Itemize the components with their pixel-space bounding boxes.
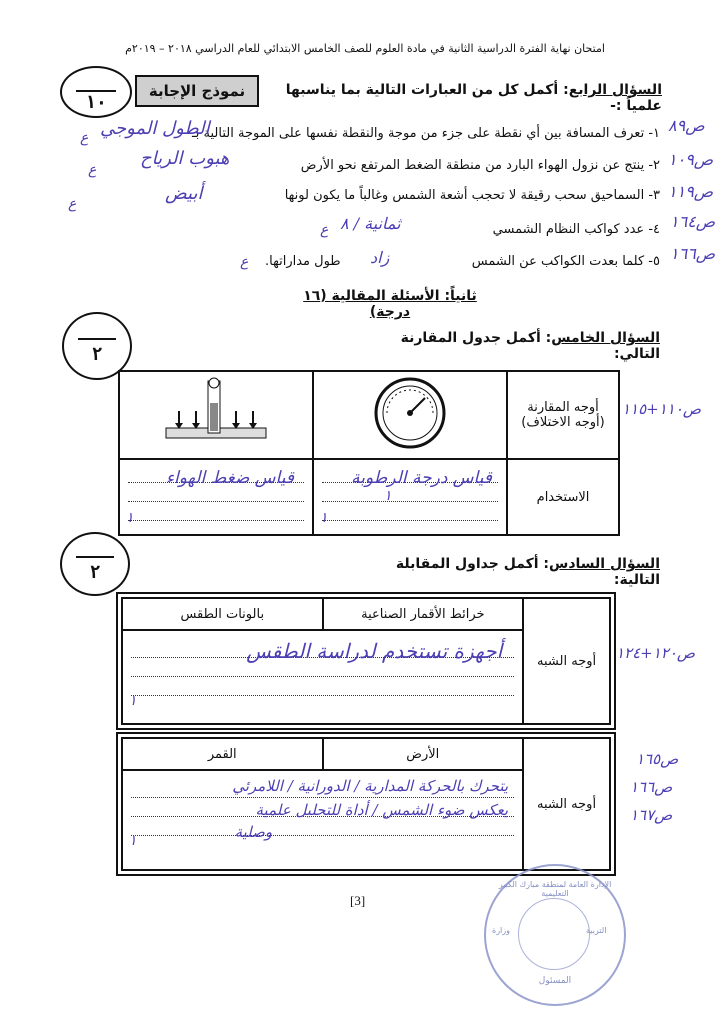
q6-t2-answer-3: وصلية	[234, 823, 273, 841]
hygrometer-usage-answer: قياس درجة الرطوبة	[351, 468, 492, 488]
q6-title-rest: : أكمل جداول المقابلة التالية:	[395, 556, 660, 588]
q4-item-2	[260, 158, 660, 173]
q4-answer-5: زاد	[370, 248, 390, 267]
q4-answer-4: ثمانية / ٨	[340, 214, 401, 233]
hygrometer-icon	[315, 373, 505, 453]
q6-title	[380, 556, 660, 588]
q5-comparison-table	[118, 370, 620, 536]
q4-answer-1: الطول الموجي	[100, 118, 210, 139]
barometer-cell	[119, 371, 313, 459]
hygrometer-usage-cell	[313, 459, 507, 535]
q4-item-4-text: ٤- عدد كواكب النظام الشمسي	[492, 222, 660, 237]
model-answer-label: نموذج الإجابة	[135, 75, 259, 107]
stamp-top-text: الإدارة العامة لمنطقة مبارك الكبير التعليمية	[498, 880, 612, 898]
score-circle-q4	[60, 66, 132, 118]
exam-header: امتحان نهاية الفترة الدراسية الثانية في مادة العلوم للصف الخامس الابتدائي للعام الدراسي ٢٠١٨ – ٢٠١٩م	[125, 42, 605, 55]
q4-item-2-text: ٢- ينتج عن نزول الهواء البارد من منطقة الضغط المرتفع نحو الأرض	[300, 158, 660, 173]
q4-item-5-after: طول مداراتها.	[265, 254, 341, 269]
q6-t2-col-moon: القمر	[122, 738, 323, 770]
q4-item-3-text: ٣- السماحيق سحب رقيقة لا تحجب أشعة الشمس وغالباً ما يكون لونها	[284, 188, 660, 203]
barometer-usage-mark: ١	[126, 510, 134, 526]
q6-t2-mark: ١	[129, 833, 137, 849]
q4-ref-3: ص١١٩	[668, 182, 714, 201]
q4-mark-4: ع	[320, 222, 329, 238]
q5-ref: ص١١٠+١١٥	[622, 400, 702, 418]
q4-item-4	[420, 222, 660, 237]
q5-title-rest: : أكمل جدول المقارنة التالي:	[400, 330, 660, 362]
q6-t2-similarity-label: أوجه الشبه	[523, 738, 610, 870]
q6-t1-ref: ص١٢٠+١٢٤	[616, 644, 696, 662]
q6-table-1-frame	[116, 592, 616, 730]
q6-table-2-frame	[116, 732, 616, 876]
usage-label: الاستخدام	[507, 459, 619, 535]
q4-title-prefix: السؤال الرابع	[568, 82, 662, 98]
q4-item-1	[190, 126, 660, 141]
q6-t2-answer-2: يعكس ضوء الشمس / أداة للتحليل علمية	[255, 801, 509, 819]
official-stamp	[484, 864, 626, 1006]
q6-t2-answer-cell	[122, 770, 523, 870]
score-q5: ٢	[91, 344, 103, 365]
q6-t2-ref-1: ص١٦٥	[636, 750, 679, 768]
barometer-icon	[121, 373, 311, 453]
score-q4: ١٠	[85, 92, 107, 113]
barometer-usage-answer: قياس ضغط الهواء	[165, 468, 294, 488]
score-q6: ٢	[89, 562, 101, 583]
comparison-aspect-sub: (أوجه الاختلاف)	[521, 415, 605, 430]
q4-item-5	[440, 254, 660, 269]
stamp-inner-ring	[518, 898, 590, 970]
q4-title-rest: : أكمل كل من العبارات التالية بما يناسبها علمياً :-	[285, 82, 662, 114]
q4-mark-1: ع	[80, 130, 89, 146]
q6-t2-ref-3: ص١٦٧	[630, 806, 673, 824]
q4-item-3	[265, 188, 660, 203]
score-circle-q6	[60, 532, 130, 596]
q6-t2-ref-2: ص١٦٦	[630, 778, 673, 796]
page-number: [3]	[350, 893, 366, 908]
q4-mark-2: ع	[88, 162, 97, 178]
q4-ref-4: ص١٦٤	[670, 212, 716, 231]
q5-title-prefix: السؤال الخامس	[551, 330, 660, 346]
q4-item-1-text: ١- تعرف المسافة بين أي نقطة على جزء من موجة والنقطة نفسها على الموجة التالية بـ	[191, 126, 660, 141]
comparison-aspect-header	[507, 371, 619, 459]
q5-title	[360, 330, 660, 362]
section-essay-title: ثانياً: الأسئلة المقالية (١٦ درجة)	[303, 288, 477, 320]
q6-t2-col-earth: الأرض	[323, 738, 524, 770]
q4-item-5-text: ٥- كلما بعدت الكواكب عن الشمس	[471, 254, 660, 269]
q4-title	[262, 82, 662, 114]
q6-t1-mark: ١	[129, 693, 137, 709]
q6-t1-col-satellite: خرائط الأقمار الصناعية	[323, 598, 524, 630]
q6-t2-answer-1: يتحرك بالحركة المدارية / الدورانية / اللامرئي	[232, 777, 509, 795]
q6-t1-answer: أجهزة تستخدم لدراسة الطقس	[246, 639, 503, 663]
hygrometer-cell	[313, 371, 507, 459]
q4-ref-1: ص٨٩	[668, 116, 705, 135]
barometer-usage-cell	[119, 459, 313, 535]
comparison-aspect-label: أوجه المقارنة	[527, 400, 599, 415]
q4-answer-3: أبيض	[165, 183, 203, 204]
q4-answer-2: هبوب الرياح	[140, 148, 230, 169]
q6-table-2	[121, 737, 611, 871]
q4-ref-2: ص١٠٩	[668, 150, 714, 169]
stamp-bottom-text: المسئول	[538, 976, 572, 986]
q6-t1-col-balloons: بالونات الطقس	[122, 598, 323, 630]
q4-mark-5: ع	[240, 254, 249, 270]
q6-t1-similarity-label: أوجه الشبه	[523, 598, 610, 724]
q4-ref-5: ص١٦٦	[670, 244, 716, 263]
hygrometer-usage-mark-2: ١	[384, 488, 392, 504]
q6-t1-answer-cell	[122, 630, 523, 724]
stamp-right-text: التربية	[586, 926, 607, 935]
q4-mark-3: ع	[68, 196, 77, 212]
q6-title-prefix: السؤال السادس	[549, 556, 660, 572]
stamp-left-text: وزارة	[492, 926, 511, 935]
q6-table-1	[121, 597, 611, 725]
hygrometer-usage-mark: ١	[320, 510, 328, 526]
